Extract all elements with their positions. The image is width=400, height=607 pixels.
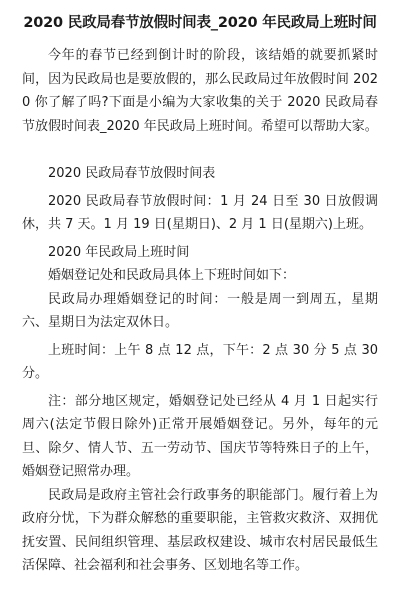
marriage-registration-days: 民政局办理婚姻登记的时间：一般是周一到周五，星期六、星期日为法定双休日。 xyxy=(22,291,378,330)
office-hours: 上班时间：上午 8 点 12 点，下午：2 点 30 分 5 点 30 分。 xyxy=(22,342,378,381)
work-hours-intro: 婚姻登记处和民政局具体上下班时间如下： xyxy=(48,268,296,283)
bureau-duties-paragraph: 民政局是政府主管社会行政事务的职能部门。履行着上为政府分忧，下为群众解愁的重要职能，主管救灾救济、双拥优抚安置、民间组织管理、基层政权建设、城市农村居民最低生活保障、社会福利和社会事务、区划地名等工作。 xyxy=(22,487,378,573)
document-title: 2020 民政局春节放假时间表_2020 年民政局上班时间 xyxy=(23,15,377,31)
intro-paragraph: 今年的春节已经到倒计时的阶段，该结婚的就要抓紧时间，因为民政局也是要放假的，那么民政局过年放假时间 2020 你了解了吗?下面是小编为大家收集的关于 2020 民政局春节放假时间表_2020 年民政局上班时间。希望可以帮助大家。 xyxy=(22,48,378,134)
section-heading-holiday: 2020 民政局春节放假时间表 xyxy=(48,166,216,181)
section-heading-work-hours: 2020 年民政局上班时间 xyxy=(48,244,190,260)
spacer xyxy=(22,138,378,162)
holiday-schedule-paragraph: 2020 民政局春节放假时间：1 月 24 日至 30 日放假调休，共 7 天。1 月 19 日(星期日)、2 月 1 日(星期六)上班。 xyxy=(22,193,378,232)
note-paragraph: 注：部分地区规定，婚姻登记处已经从 4 月 1 日起实行周六(法定节假日除外)正常开展婚姻登记。另外，每年的元旦、除夕、情人节、五一劳动节、国庆节等特殊日子的上午，婚姻登记照常办理。 xyxy=(22,393,378,479)
